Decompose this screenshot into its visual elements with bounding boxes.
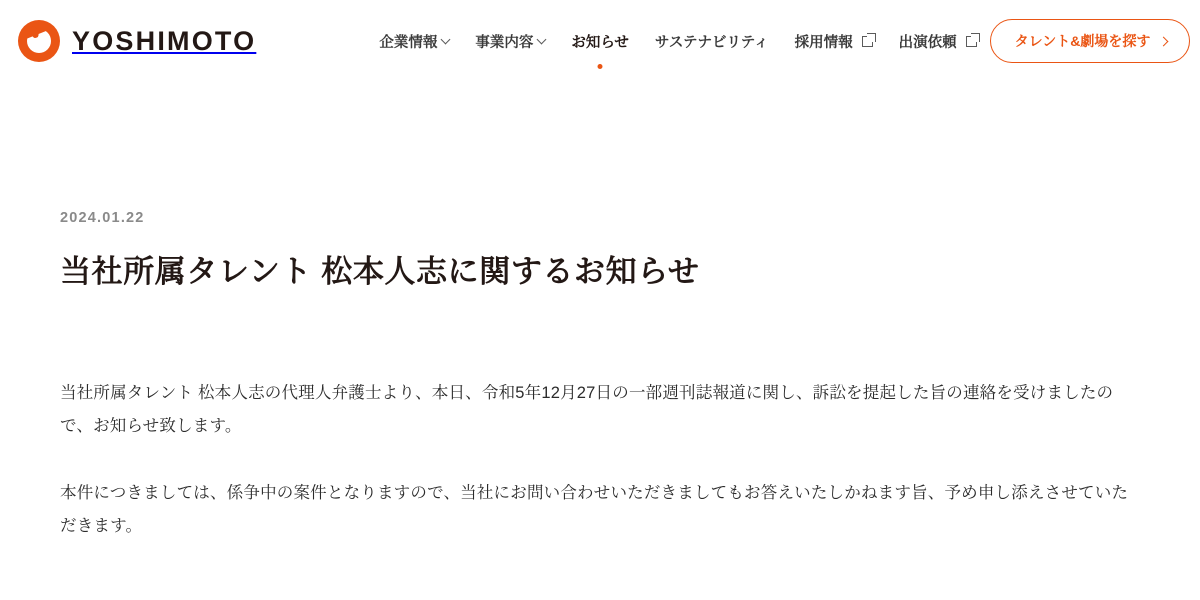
- nav-item-company-info[interactable]: [366, 25, 462, 58]
- nav-item-label: 事業内容: [475, 34, 534, 51]
- nav-item-recruit[interactable]: [782, 25, 886, 58]
- yoshimoto-apple-logo-icon: [18, 20, 60, 62]
- nav-item-label: お知らせ: [571, 34, 629, 51]
- page-title: 当社所属タレント 松本人志に関するお知らせ: [60, 254, 700, 289]
- chevron-right-icon: [1159, 36, 1169, 46]
- nav-item-label: サステナビリティ: [654, 34, 769, 51]
- news-article: [0, 210, 1200, 543]
- article-paragraph: 本件につきましては、係争中の案件となりますので、当社にお問い合わせいただきましてもお答えいたしかねます旨、予め申し添えさせていただきます。: [60, 484, 1129, 536]
- article-date: 2024.01.22: [60, 210, 145, 226]
- main-nav: [366, 19, 1190, 63]
- nav-item-news[interactable]: [558, 25, 642, 58]
- nav-item-label: 企業情報: [379, 34, 438, 51]
- nav-item-business[interactable]: [462, 25, 558, 58]
- cta-label: タレント&劇場を探す: [1014, 33, 1151, 49]
- nav-item-sustainability[interactable]: [642, 25, 782, 58]
- active-indicator-dot: [598, 64, 603, 69]
- chevron-down-icon: [537, 34, 547, 44]
- site-header: [0, 0, 1200, 82]
- external-link-icon: [966, 36, 977, 47]
- chevron-down-icon: [441, 34, 451, 44]
- article-paragraph: 当社所属タレント 松本人志の代理人弁護士より、本日、令和5年12月27日の一部週刊誌報道に関し、訴訟を提起した旨の連絡を受けましたので、お知らせ致します。: [60, 384, 1114, 436]
- article-body: [60, 377, 1140, 543]
- external-link-icon: [862, 36, 873, 47]
- brand-name: YOSHIMOTO: [72, 25, 257, 56]
- find-talent-theater-button[interactable]: [990, 19, 1191, 63]
- nav-item-label: 出演依頼: [898, 34, 957, 51]
- nav-item-label: 採用情報: [794, 34, 853, 51]
- nav-item-appearance-request[interactable]: [886, 25, 990, 58]
- brand-logo-link[interactable]: [18, 20, 256, 62]
